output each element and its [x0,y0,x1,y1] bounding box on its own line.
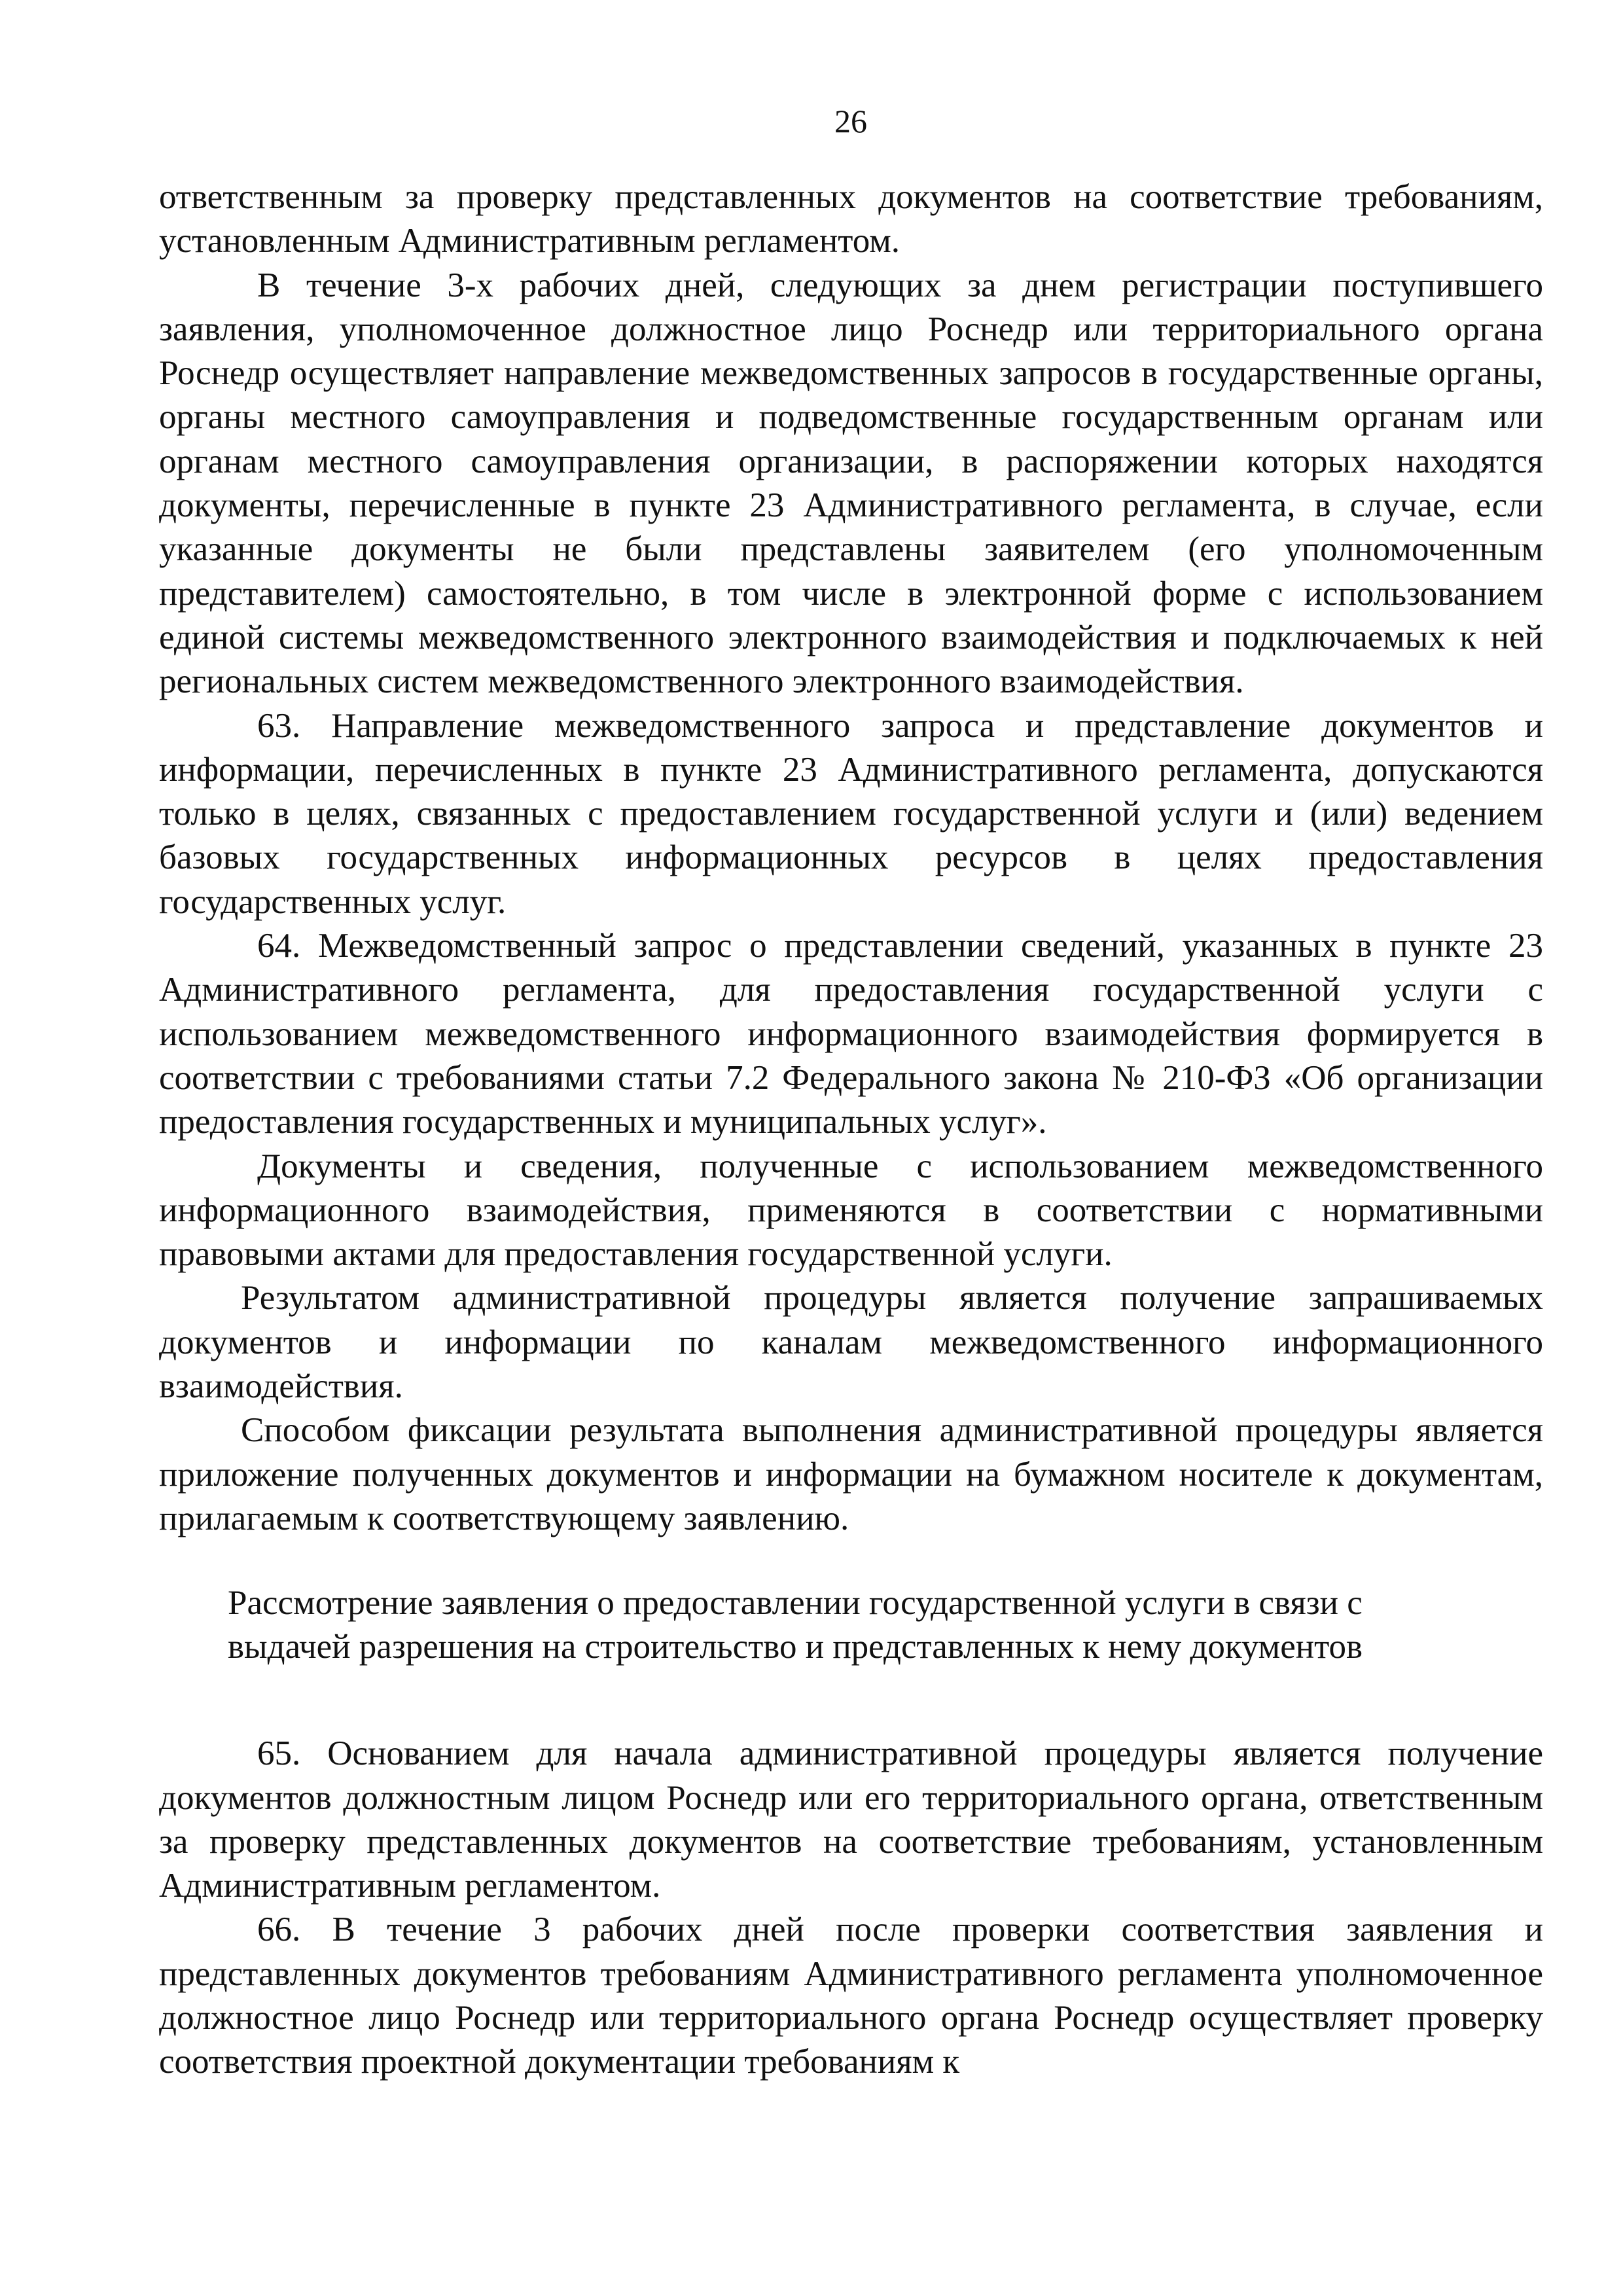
paragraph-documents-and-information: Документы и сведения, полученные с использованием межведомственного информационного взаимодействия, применяются в соответствии с нормативными правовыми актами для предоставления государственной услуги. [159,1147,1543,1274]
page-number: 26 [834,103,867,139]
section-heading-line-2: выдачей разрешения на строительство и представленных к нему документов [228,1628,1363,1666]
paragraph-procedure-result: Результатом административной процедуры является получение запрашиваемых документов и информации по каналам межведомственного информационного взаимодействия. [159,1279,1543,1406]
paragraph-65: 65. Основанием для начала административной процедуры является получение документов должностным лицом Роснедр или его территориального органа, ответственным за проверку представленных документов на соответствие требованиям, установленным Административным регламентом. [159,1734,1543,1905]
paragraph-interagency-requests: В течение 3-х рабочих дней, следующих за днем регистрации поступившего заявления, уполномоченное должностное лицо Роснедр или территориального органа Роснедр осуществляет направление межведомственных запросов в государственные органы, органы местного самоуправления и подведомственные государственным органам или органам местного самоуправления организации, в распоряжении которых находятся документы, перечисленные в пункте 23 Административного регламента, в случае, если указанные документы не были представлены заявителем (его уполномоченным представителем) самостоятельно, в том числе в электронной форме с использованием единой системы межведомственного электронного взаимодействия и подключаемых к ней региональных систем межведомственного электронного взаимодействия. [159,266,1543,701]
paragraph-64: 64. Межведомственный запрос о представлении сведений, указанных в пункте 23 Административного регламента, для предоставления государственной услуги с использованием межведомственного информационного взаимодействия формируется в соответствии с требованиями статьи 7.2 Федерального закона № 210-ФЗ «Об организации предоставления государственных и муниципальных услуг». [159,927,1543,1141]
paragraph-continuation: ответственным за проверку представленных документов на соответствие требованиям, установленным Административным регламентом. [159,178,1543,260]
section-heading-line-1: Рассмотрение заявления о предоставлении государственной услуги в связи с [228,1584,1363,1623]
paragraph-63: 63. Направление межведомственного запроса и представление документов и информации, перечисленных в пункте 23 Административного регламента, допускаются только в целях, связанных с предоставлением государственной услуги и (или) ведением базовых государственных информационных ресурсов в целях предоставления государственных услуг. [159,706,1543,921]
paragraph-66: 66. В течение 3 рабочих дней после проверки соответствия заявления и представленных документов требованиям Административного регламента уполномоченное должностное лицо Роснедр или территориального органа Роснедр осуществляет проверку соответствия проектной документации требованиям к [159,1910,1543,2081]
section-heading [159,1581,1543,1669]
paragraph-result-recording: Способом фиксации результата выполнения административной процедуры является приложение полученных документов и информации на бумажном носителе к документам, прилагаемым к соответствующему заявлению. [159,1411,1543,1537]
document-body [159,175,1543,2085]
